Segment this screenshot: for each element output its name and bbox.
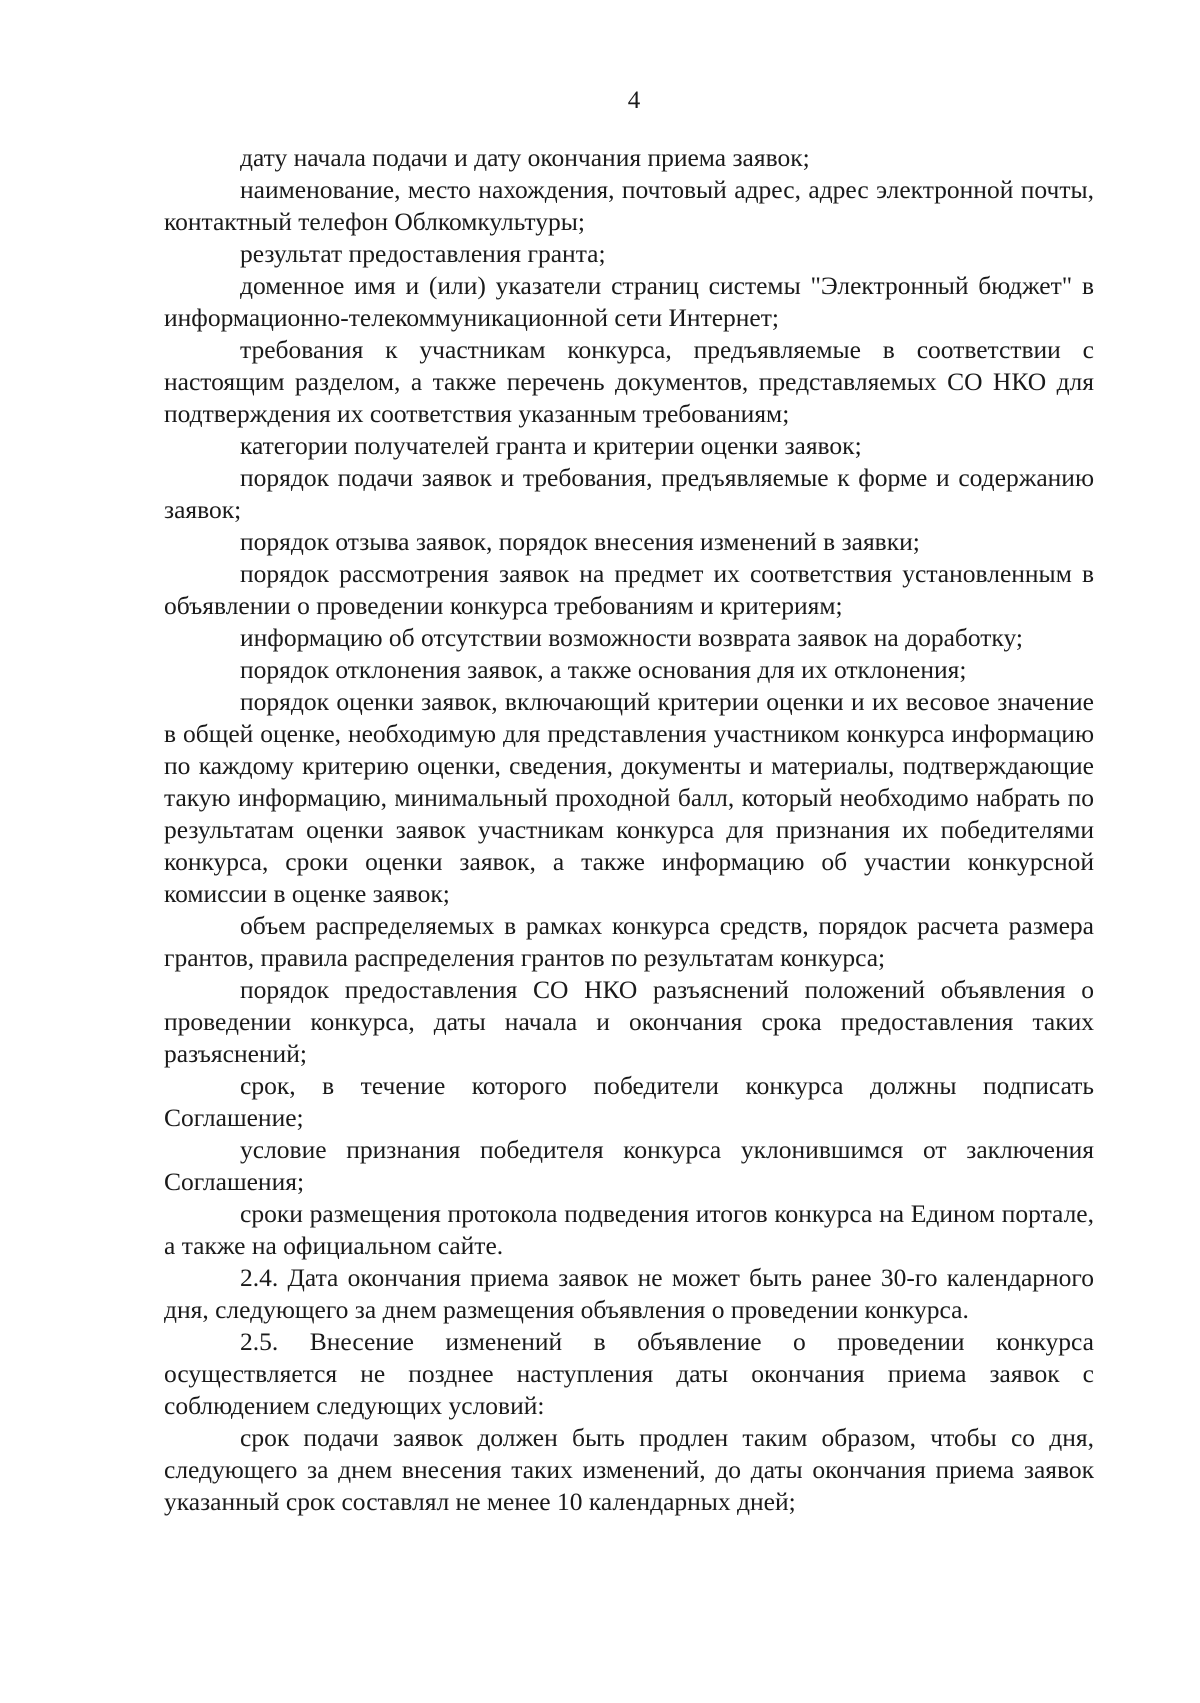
section-2-4: 2.4. Дата окончания приема заявок не может быть ранее 30-го календарного дня, следующего за днем размещения объявления о проведении конкурса.: [164, 1263, 1094, 1324]
paragraph: результат предоставления гранта;: [240, 239, 606, 268]
paragraph: порядок отклонения заявок, а также основания для их отклонения;: [240, 655, 967, 684]
paragraph: доменное имя и (или) указатели страниц системы "Электронный бюджет" в информационно-телекоммуникационной сети Интернет;: [164, 271, 1094, 332]
paragraph: порядок подачи заявок и требования, предъявляемые к форме и содержанию заявок;: [164, 463, 1094, 524]
paragraph: категории получателей гранта и критерии оценки заявок;: [240, 431, 862, 460]
paragraph: порядок предоставления СО НКО разъяснений положений объявления о проведении конкурса, даты начала и окончания срока предоставления таких разъяснений;: [164, 975, 1094, 1068]
paragraph: наименование, место нахождения, почтовый адрес, адрес электронной почты, контактный телефон Облкомкультуры;: [164, 175, 1094, 236]
paragraph: срок подачи заявок должен быть продлен таким образом, чтобы со дня, следующего за днем внесения таких изменений, до даты окончания приема заявок указанный срок составлял не менее 10 календарных дней;: [164, 1423, 1094, 1516]
paragraph: дату начала подачи и дату окончания приема заявок;: [240, 143, 810, 172]
paragraph: условие признания победителя конкурса уклонившимся от заключения Соглашения;: [164, 1135, 1094, 1196]
paragraph: требования к участникам конкурса, предъявляемые в соответствии с настоящим разделом, а также перечень документов, представляемых СО НКО для подтверждения их соответствия указанным требованиям;: [164, 335, 1094, 428]
paragraph: порядок рассмотрения заявок на предмет их соответствия установленным в объявлении о проведении конкурса требованиям и критериям;: [164, 559, 1094, 620]
section-2-5: 2.5. Внесение изменений в объявление о проведении конкурса осуществляется не позднее наступления даты окончания приема заявок с соблюдением следующих условий:: [164, 1327, 1094, 1420]
paragraph: сроки размещения протокола подведения итогов конкурса на Едином портале, а также на официальном сайте.: [164, 1199, 1094, 1260]
paragraph: информацию об отсутствии возможности возврата заявок на доработку;: [240, 623, 1023, 652]
document-body: [164, 142, 1094, 1518]
paragraph: порядок оценки заявок, включающий критерии оценки и их весовое значение в общей оценке, необходимую для представления участником конкурса информацию по каждому критерию оценки, сведения, документы и материалы, подтверждающие такую информацию, минимальный проходной балл, который необходимо набрать по результатам оценки заявок участникам конкурса для признания их победителями конкурса, сроки оценки заявок, а также информацию об участии конкурсной комиссии в оценке заявок;: [164, 687, 1094, 908]
paragraph: срок, в течение которого победители конкурса должны подписать Соглашение;: [164, 1071, 1094, 1132]
paragraph: порядок отзыва заявок, порядок внесения изменений в заявки;: [240, 527, 920, 556]
paragraph: объем распределяемых в рамках конкурса средств, порядок расчета размера грантов, правила распределения грантов по результатам конкурса;: [164, 911, 1094, 972]
page-number: 4: [627, 87, 641, 114]
